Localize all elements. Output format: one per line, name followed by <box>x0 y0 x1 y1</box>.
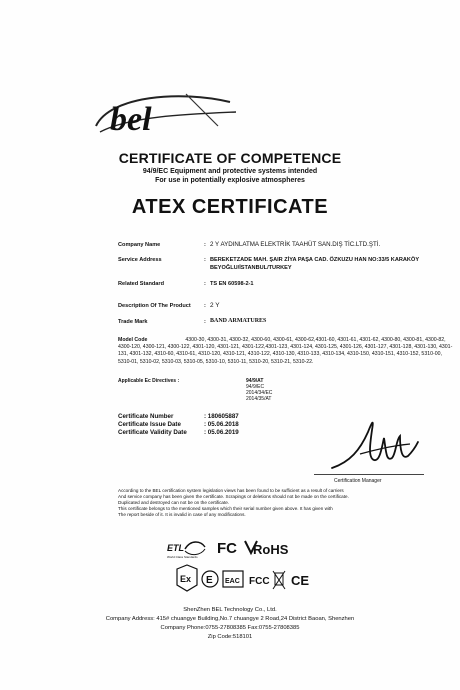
related-standard-value: TS EN 60598-2-1 <box>210 281 254 287</box>
certificate-title: CERTIFICATE OF COMPETENCE <box>118 150 342 166</box>
description-label: Description Of The Product <box>118 303 191 309</box>
certification-marks <box>165 533 315 597</box>
atex-title: ATEX CERTIFICATE <box>131 196 329 218</box>
model-code-label: Model Code <box>118 337 148 343</box>
svg-text:FCC: FCC <box>249 576 270 587</box>
eac-mark <box>223 571 243 587</box>
subtitle-2: For use in potentially explosive atmospheres <box>155 177 305 184</box>
handwritten-signature <box>330 410 420 480</box>
issue-date-label: Certificate Issue Date <box>118 421 181 428</box>
service-address-line-1: BEREKETZADE MAH. ŞAIR ZİYA PAŞA CAD. ÖZKUZU HAN NO:33/5 KARAKÖY <box>210 257 420 263</box>
subtitle-1: 94/9/EC Equipment and protective systems intended <box>142 168 318 175</box>
footer-phone: Company Phone:0755-27808385 Fax:0755-27808385 <box>160 625 300 631</box>
directive-1: 94/9/AT <box>246 378 264 384</box>
footer-address: Company Address: 415# chuangye Building,No.7 chuangye 2 Road,24 District Baoan, Shenzhen <box>105 616 355 622</box>
footer-zip: Zip Code:518101 <box>207 634 253 640</box>
notice-line: The report beside of it. It is invalid in case of any modifications. <box>118 512 246 518</box>
description-value: 2 Y <box>210 302 220 309</box>
logo-text: bel <box>110 101 152 138</box>
bel-logo <box>90 86 240 148</box>
svg-text:ETL: ETL <box>167 543 184 553</box>
notice-line: According to the BEL certification system legislation views has been found to be sufficient as a result of carriers <box>118 488 344 493</box>
notice-line: And service company has been given the certificate. Scrapings or deletions should not be made on the certificate. <box>118 494 349 500</box>
trade-mark-value: BAND ARMATURES <box>210 318 267 324</box>
directive-4: 2014/35/AT <box>246 396 272 403</box>
fc-mark: FC <box>217 540 237 557</box>
legal-notice <box>118 488 448 518</box>
directives-list <box>246 384 272 403</box>
ex-mark <box>177 565 197 591</box>
rohs-mark <box>245 541 289 557</box>
recycle-bin-icon <box>273 571 285 589</box>
cert-number-label: Certificate Number <box>118 413 174 420</box>
service-address-line-2: BEYOĞLU/İSTANBUL/TURKEY <box>210 265 292 271</box>
directive-2: 94/9/EC <box>246 384 265 390</box>
directive-3: 2014/34/EC <box>246 390 273 397</box>
svg-text:Ex: Ex <box>180 574 192 584</box>
colon: : <box>204 303 206 309</box>
company-name-label: Company Name <box>118 242 161 248</box>
ce-mark: CE <box>291 573 310 588</box>
directives-label: Applicable Ec Directives : <box>118 378 180 384</box>
model-code-value: 4300-30, 4300-31, 4300-32, 4300-60, 4300-61, 4300-62,4301-60, 4301-61, 4301-62, 4300-80, 4300-81, 4300-82, 4300-120, 4300-121, 4300-122, 4301-120, 4301-121, 4301-122,4301-123, 4301-124, 4301-125, 4301-126, 4301-127, 4301-128, 4301-130, 4301-131, 4301-132, 4310-60, 4310-61, 4310-120, 4310-121, 4310-122, 4310-130, 4310-133, 4310-134, 4310-150, 4310-151, 4310-152, 5310-00, 5310-01, 5310-02, 5310-03, 5310-05, 5310-10, 5310-11, 5310-20, 5310-21, 5310-22. <box>118 337 453 365</box>
validity-date-label: Certificate Validity Date <box>118 429 187 436</box>
trade-mark-label: Trade Mark <box>118 319 148 325</box>
etl-mark <box>167 542 205 559</box>
colon: : <box>204 319 206 325</box>
svg-text:World Class Standards: World Class Standards <box>167 555 198 559</box>
signature-label: Certification Manager <box>334 478 382 484</box>
cert-number-value: : 180605887 <box>204 413 239 420</box>
notice-line: This certificate belongs to the mentioned samples which their serial number given above. It has given with <box>118 506 333 512</box>
model-code-block <box>118 337 456 366</box>
signature-line <box>314 474 424 475</box>
service-address-label: Service Address <box>118 257 162 263</box>
colon: : <box>204 257 206 263</box>
fcc-mark <box>249 576 270 587</box>
svg-text:EAC: EAC <box>225 578 240 585</box>
company-name-value: 2 Y AYDINLATMA ELEKTRİK TAAHÜT SAN.DIŞ TİC.LTD.ŞTİ. <box>210 241 381 248</box>
svg-text:RoHS: RoHS <box>253 542 289 557</box>
issue-date-value: : 05.06.2018 <box>204 421 239 428</box>
related-standard-label: Related Standard <box>118 281 165 287</box>
notice-line: Duplicated and destroyed can not be on the certificate. <box>118 500 230 506</box>
validity-date-value: : 05.06.2019 <box>204 429 239 436</box>
footer-company: ShenZhen BEL Technology Co., Ltd. <box>183 607 277 613</box>
e-mark <box>202 571 218 587</box>
colon: : <box>204 281 206 287</box>
colon: : <box>204 242 206 248</box>
svg-text:E: E <box>206 575 213 586</box>
